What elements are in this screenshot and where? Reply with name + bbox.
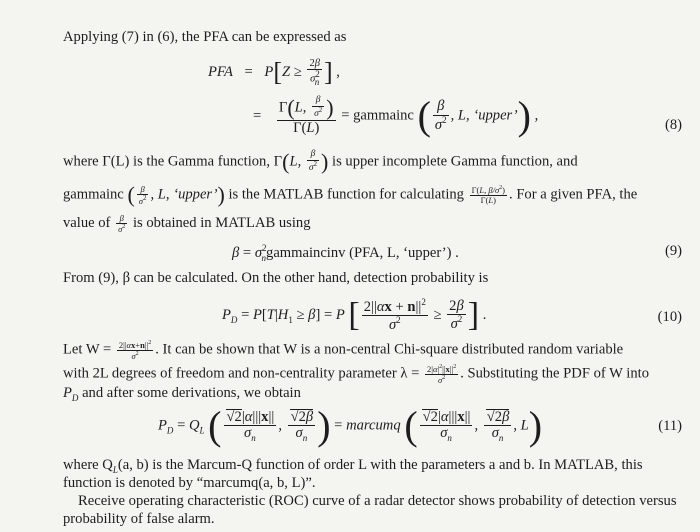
equation-number-8: (8)	[664, 117, 682, 133]
let-w-line: Let W = $\frac{2||\alpha x+n||^2}{\sigma^2}$ . It can be shown that W is a non-central Chi-square distributed random variable	[63, 339, 624, 361]
equation-number-9: (9)	[664, 243, 682, 259]
pfa-equation-line-2: = Γ(L, $\frac{\beta}{\sigma^2}$ ) Γ(L) = gammainc ( $\frac{\beta}{\sigma^2}$ , L, ‘upper’) ,	[253, 93, 539, 139]
pfa-lhs: PFA	[208, 63, 233, 80]
with-2l-line: with 2L degrees of freedom and non-centrality parameter λ = $\frac{2|\alpha|^2||x||^2}{\sigma^2}$ . Substituting the PDF of W into	[63, 363, 650, 385]
value-of-line: value of $\frac{\beta}{\sigma^2}$ is obtained in MATLAB using	[63, 213, 311, 234]
roc-text-1: Receive operating characteristic (ROC) curve of a radar detector shows probability of detection versus	[78, 493, 677, 509]
pd-equation: $P_D = P[T|H_1 \ge \beta] = P$ [ $\frac{2||\alpha x + n||^2}{\sigma^2}$ ≥ $\frac{2\beta}{\sigma^2}$ ] .	[222, 296, 487, 334]
equation-number-10: (10)	[657, 309, 682, 325]
gammainc-word: gammainc	[353, 107, 414, 124]
where-q-line: where $Q_L(a$, b) is the Marcum-Q function of order L with the parameters a and b. In MATLAB, this	[63, 457, 643, 475]
gammainc-line: gammainc ( $\frac{\beta}{\sigma^2}$ , L, ‘upper’) is the MATLAB function for calculating $\frac{\Gamma(L, \beta/\sigma^2)}{\Gamma(L)}$ . For a given PFA, the	[63, 182, 638, 207]
where-gamma-line: where Γ(L) is the Gamma function, Γ(L, $\frac{\beta}{\sigma^2}$ ) is upper incomplete Gamma function, and	[63, 149, 578, 175]
pd-after-line: $P_D$ and after some derivations, we obtain	[63, 385, 301, 403]
equation-number-11: (11)	[658, 418, 682, 434]
marcumq-equation: $P_D = Q_L$ ( $\frac{√2|\alpha|||x||}{\sigma_n}$ , $\frac{√2\beta}{\sigma_n}$ ) = marcumq ( $\frac{√2|\alpha|||x||}{\sigma_n}$ , $\frac{√2\beta}{\sigma_n}$ , L)	[158, 403, 543, 448]
beta-equation: $\beta = \sigma^2_ngammaincinv$ (PFA, L, ‘upper’) .	[232, 243, 459, 263]
upper-word: ‘upper’	[473, 107, 518, 124]
function-denoted-text: function is denoted by “marcumq(a, b, L)”.	[63, 475, 316, 491]
intro-text: Applying (7) in (6), the PFA can be expressed as	[63, 29, 347, 45]
pfa-equation-line-1: PFA = P[Z ≥ $\frac{2\beta}{\sigma 2n}$ ] ,	[208, 57, 340, 87]
roc-text-2: probability of false alarm.	[63, 511, 215, 527]
from9-text: From (9), β can be calculated. On the other hand, detection probability is	[63, 270, 489, 286]
